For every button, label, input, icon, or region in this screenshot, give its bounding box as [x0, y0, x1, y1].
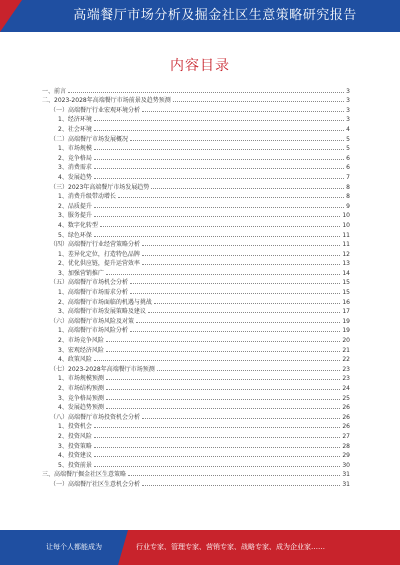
toc-entry-label: （六）高端餐厅市场风险及对策: [50, 317, 135, 325]
toc-entry-label: 二、2023-2028年高端餐厅市场前景及趋势预测: [42, 97, 171, 105]
toc-entry-page: 14: [342, 269, 350, 277]
toc-entry-page: 26: [342, 423, 350, 431]
toc-entry[interactable]: [42, 219, 350, 229]
toc-leader-dots: [151, 188, 344, 189]
toc-leader-dots: [130, 140, 344, 141]
toc-leader-dots: [106, 351, 341, 352]
toc-entry-label: 2、竞争格局: [58, 154, 92, 162]
toc-entry-page: 8: [346, 183, 350, 191]
toc-entry-page: 4: [346, 125, 350, 133]
toc-entry-label: （七）2023-2028年高端餐厅市场预测: [50, 365, 155, 373]
toc-entry-label: 3、加强营销推广: [58, 269, 104, 277]
toc-entry-label: 1、投资机会: [58, 423, 92, 431]
toc-leader-dots: [94, 236, 341, 237]
toc-entry-label: 2、市场结构预测: [58, 385, 104, 392]
toc-leader-dots: [94, 466, 341, 467]
toc-entry-page: 27: [342, 432, 350, 440]
toc-entry[interactable]: [42, 450, 350, 460]
header-accent-stripe: [0, 0, 22, 32]
toc-leader-dots: [94, 178, 344, 179]
toc-entry-page: 30: [342, 461, 350, 469]
toc-entry-label: 5、绿色环保: [58, 231, 92, 239]
toc-entry-label: 4、发展趋势: [58, 173, 92, 181]
toc-entry[interactable]: [42, 95, 350, 105]
toc-leader-dots: [94, 159, 344, 160]
toc-entry[interactable]: [42, 469, 350, 479]
toc-entry-page: 31: [342, 471, 350, 479]
toc-entry-label: 3、高端餐厅市场发展策略及建议: [58, 308, 146, 316]
toc-entry[interactable]: [42, 478, 350, 488]
toc-entry-page: 17: [342, 308, 350, 316]
toc-entry[interactable]: [42, 248, 350, 258]
toc-entry-label: 1、差异化定位，打造特色品牌: [58, 250, 140, 258]
toc-leader-dots: [94, 360, 341, 361]
page-footer: [0, 530, 400, 565]
toc-entry-label: （二）高端餐厅市场发展概况: [50, 135, 129, 143]
toc-entry-page: 19: [342, 317, 350, 325]
toc-leader-dots: [94, 437, 341, 438]
toc-entry-page: 12: [342, 250, 350, 258]
toc-entry-label: 4、投资建议: [58, 452, 92, 460]
toc-leader-dots: [100, 226, 341, 227]
toc-leader-dots: [94, 427, 341, 428]
toc-entry-label: 一、前言: [42, 87, 67, 95]
toc-entry-label: 1、经济环境: [58, 116, 92, 124]
toc-entry[interactable]: [42, 363, 350, 373]
toc-entry-page: 16: [342, 298, 350, 306]
toc-leader-dots: [154, 303, 341, 304]
toc-leader-dots: [142, 245, 340, 246]
toc-leader-dots: [173, 101, 344, 102]
toc-leader-dots: [106, 408, 341, 409]
toc-entry-page: 21: [342, 346, 350, 354]
toc-entry[interactable]: [42, 325, 350, 335]
toc-entry[interactable]: [42, 286, 350, 296]
toc-entry-page: 24: [342, 385, 350, 392]
toc-entry[interactable]: [42, 152, 350, 162]
toc-entry-label: 2、高端餐厅市场面临的机遇与挑战: [58, 298, 152, 306]
toc-entry-label: 4、发展趋势预测: [58, 404, 104, 412]
toc-entry[interactable]: [42, 334, 350, 344]
toc-entry-page: 13: [342, 260, 350, 268]
toc-entry[interactable]: [42, 402, 350, 412]
toc-entry-label: 三、高端餐厅掘金社区生意策略: [42, 471, 127, 479]
footer-accent-slash: [118, 530, 128, 565]
toc-entry-page: 11: [342, 241, 350, 249]
toc-entry-label: 3、竞争格局预测: [58, 394, 104, 402]
toc-entry-page: 7: [346, 173, 350, 181]
toc-entry[interactable]: [42, 296, 350, 306]
toc-leader-dots: [157, 370, 341, 371]
toc-entry-page: 10: [342, 212, 350, 220]
report-title: 高端餐厅市场分析及掘金社区生意策略研究报告: [73, 8, 357, 23]
toc-leader-dots: [94, 456, 341, 457]
toc-entry-label: 5、投资前景: [58, 461, 92, 469]
toc-entry[interactable]: [42, 162, 350, 172]
toc-entry-label: （四）高端餐厅行业经营策略分析: [50, 241, 141, 249]
toc-entry-label: 4、政策风险: [58, 356, 92, 364]
toc-entry[interactable]: [42, 354, 350, 364]
toc-entry[interactable]: [42, 191, 350, 201]
toc-entry-page: 10: [342, 221, 350, 229]
toc-leader-dots: [130, 331, 341, 332]
toc-entry[interactable]: [42, 239, 350, 249]
toc-leader-dots: [142, 255, 341, 256]
toc-entry-page: 23: [342, 365, 350, 373]
toc-entry[interactable]: [42, 392, 350, 402]
toc-entry[interactable]: [42, 104, 350, 114]
toc-entry-page: 25: [342, 394, 350, 402]
toc-entry-page: 6: [346, 164, 350, 172]
toc-entry[interactable]: [42, 85, 350, 95]
toc-leader-dots: [94, 149, 344, 150]
toc-leader-dots: [106, 379, 341, 380]
toc-leader-dots: [118, 197, 344, 198]
toc-entry[interactable]: [42, 267, 350, 277]
toc-entry-label: 2、品质提升: [58, 202, 92, 210]
toc-leader-dots: [106, 389, 341, 390]
toc-entry[interactable]: [42, 123, 350, 133]
toc-entry-label: 1、市场规模: [58, 145, 92, 153]
toc-entry[interactable]: [42, 143, 350, 153]
toc-entry[interactable]: [42, 459, 350, 469]
toc-leader-dots: [106, 399, 341, 400]
toc-entry-page: 23: [342, 375, 350, 383]
toc-leader-dots: [106, 274, 341, 275]
toc-entry-page: 15: [342, 279, 350, 287]
toc-leader-dots: [136, 322, 340, 323]
toc-entry-label: 3、宏观经济风险: [58, 346, 104, 354]
toc-entry-label: 1、高端餐厅市场风险分析: [58, 327, 128, 335]
table-of-contents: [42, 85, 350, 488]
toc-entry-label: （五）高端餐厅市场机会分析: [50, 279, 129, 287]
toc-entry[interactable]: [42, 421, 350, 431]
toc-entry[interactable]: [42, 114, 350, 124]
toc-entry-label: 3、服务提升: [58, 212, 92, 220]
toc-leader-dots: [130, 293, 341, 294]
toc-entry-label: 2、社会环境: [58, 125, 92, 133]
toc-entry-label: 3、消费需求: [58, 164, 92, 172]
toc-leader-dots: [106, 341, 341, 342]
toc-entry-page: 28: [342, 442, 350, 450]
toc-entry[interactable]: [42, 315, 350, 325]
toc-entry-page: 26: [342, 404, 350, 412]
toc-leader-dots: [130, 283, 340, 284]
footer-slogan: 让每个人都能成为: [46, 543, 102, 551]
footer-tagline: 行业专家、管理专家、营销专家、战略专家、成为企业家……: [136, 543, 325, 551]
toc-entry-page: 15: [342, 289, 350, 297]
toc-leader-dots: [94, 130, 344, 131]
toc-entry-label: 2、投资风险: [58, 432, 92, 440]
toc-entry-page: 9: [346, 202, 350, 210]
toc-heading: 内容目录: [170, 58, 230, 74]
toc-leader-dots: [128, 475, 340, 476]
toc-leader-dots: [68, 92, 344, 93]
toc-entry-label: 1、高端餐厅市场需求分析: [58, 289, 128, 297]
toc-entry-page: 22: [342, 356, 350, 364]
toc-leader-dots: [142, 485, 340, 486]
toc-entry[interactable]: [42, 229, 350, 239]
toc-entry[interactable]: [42, 440, 350, 450]
toc-entry-label: 3、投资策略: [58, 442, 92, 450]
toc-leader-dots: [148, 312, 341, 313]
toc-entry[interactable]: [42, 344, 350, 354]
toc-leader-dots: [142, 111, 344, 112]
toc-leader-dots: [142, 418, 340, 419]
toc-entry[interactable]: [42, 373, 350, 383]
toc-leader-dots: [94, 207, 344, 208]
toc-entry[interactable]: [42, 306, 350, 316]
toc-entry[interactable]: [42, 411, 350, 421]
toc-entry-page: 31: [342, 480, 350, 488]
toc-entry[interactable]: [42, 258, 350, 268]
toc-entry-label: 2、市场竞争风险: [58, 337, 104, 345]
toc-leader-dots: [94, 447, 341, 448]
toc-entry-page: 20: [342, 337, 350, 345]
toc-entry[interactable]: [42, 181, 350, 191]
toc-entry-page: 6: [346, 154, 350, 162]
toc-entry-label: 1、市场规模预测: [58, 375, 104, 383]
toc-entry-page: 3: [346, 106, 350, 114]
toc-entry-label: 2、优化供应链，提升运营效率: [58, 260, 140, 268]
toc-entry[interactable]: [42, 200, 350, 210]
toc-entry[interactable]: [42, 277, 350, 287]
toc-entry-page: 11: [342, 231, 350, 239]
toc-entry-label: 1、消费升级带动增长: [58, 193, 116, 201]
toc-entry-page: 5: [346, 145, 350, 153]
toc-entry-label: （一）高端餐厅社区生意机会分析: [50, 480, 141, 488]
toc-entry[interactable]: [42, 430, 350, 440]
toc-entry[interactable]: [42, 210, 350, 220]
toc-entry-page: 29: [342, 452, 350, 460]
toc-entry[interactable]: [42, 171, 350, 181]
toc-entry-page: 8: [346, 193, 350, 201]
toc-entry-page: 19: [342, 327, 350, 335]
toc-entry-page: 3: [346, 116, 350, 124]
toc-leader-dots: [142, 264, 341, 265]
toc-leader-dots: [94, 216, 341, 217]
toc-leader-dots: [94, 120, 344, 121]
toc-entry-page: 26: [342, 413, 350, 421]
toc-entry-page: 5: [346, 135, 350, 143]
toc-entry-label: （八）高端餐厅市场投资机会分析: [50, 413, 141, 421]
toc-entry-label: （一）高端餐厅行业宏观环境分析: [50, 106, 141, 114]
toc-entry-label: 4、数字化转型: [58, 221, 98, 229]
toc-entry-page: 3: [346, 87, 350, 95]
toc-entry[interactable]: [42, 382, 350, 392]
toc-entry-page: 3: [346, 97, 350, 105]
toc-leader-dots: [94, 168, 344, 169]
page-header: [0, 0, 400, 32]
toc-entry-label: （三）2023年高端餐厅市场发展趋势: [50, 183, 150, 191]
toc-entry[interactable]: [42, 133, 350, 143]
